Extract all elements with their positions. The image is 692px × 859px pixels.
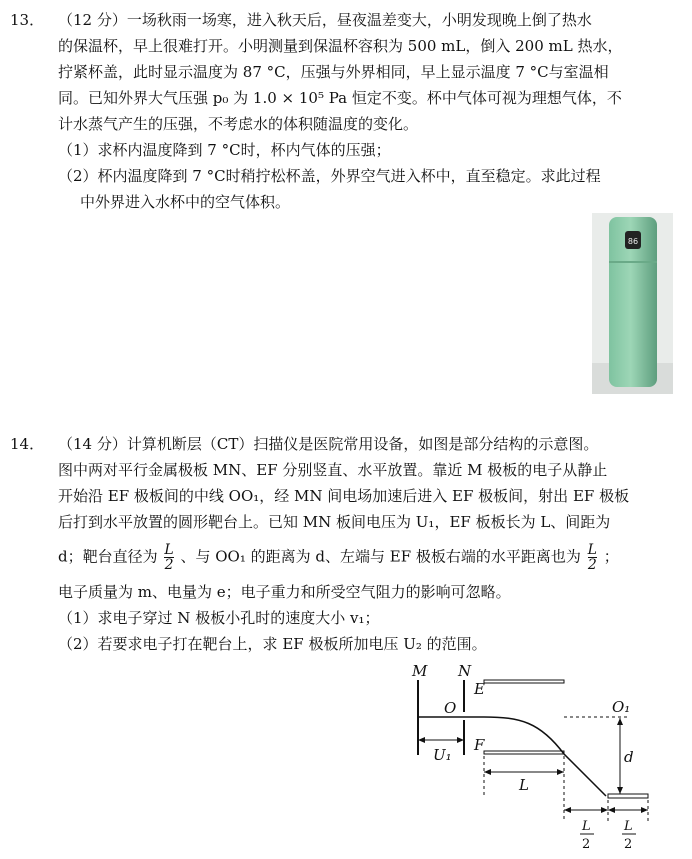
- label-f: F: [474, 736, 485, 754]
- plate-e: [484, 680, 564, 683]
- fraction-denominator: 2: [587, 557, 597, 573]
- thermos-photo: [592, 213, 673, 394]
- fraction-numerator: L: [587, 542, 597, 558]
- beam-trajectory: [484, 717, 606, 796]
- q13-line-4: 同。已知外界大气压强 p₀ 为 1.0 × 10⁵ Pa 恒定不变。杯中气体可视为理想气体，不: [58, 89, 622, 107]
- label-l: L: [519, 776, 529, 794]
- q14-line-3: 开始沿 EF 极板间的中线 OO₁，经 MN 间电场加速后进入 EF 极板间，射出 EF 极板: [58, 487, 630, 505]
- q14-line-5-a: d；靶台直径为: [58, 547, 158, 566]
- q14-line-5-b: 、与 OO₁ 的距离为 d、左端与 EF 极板右端的水平距离也为: [180, 547, 581, 566]
- label-o1: O₁: [612, 698, 631, 716]
- q14-line-5: [58, 543, 619, 572]
- q13-subquestion-2: （2）杯内温度降到 7 °C时稍拧松杯盖，外界空气进入杯中，直至稳定。求此过程: [58, 167, 601, 185]
- q14-subquestion-2: （2）若要求电子打在靶台上，求 EF 极板所加电压 U₂ 的范围。: [58, 635, 487, 653]
- label-u1: U₁: [433, 746, 452, 764]
- target-platform: [608, 794, 648, 798]
- q13-line-1: （12 分）一场秋雨一场寒，进入秋天后，昼夜温差变大，小明发现晚上倒了热水: [58, 11, 592, 29]
- fraction-denominator: 2: [164, 557, 174, 573]
- q14-line-4: 后打到水平放置的圆形靶台上。已知 MN 板间电压为 U₁，EF 板板长为 L、间距为: [58, 513, 611, 531]
- label-half-l-num-1: L: [582, 819, 591, 834]
- q13-line-3: 拧紧杯盖，此时显示温度为 87 °C，压强与外界相同，早上显示温度 7 °C与室温相: [58, 63, 609, 81]
- label-o: O: [444, 699, 457, 717]
- plate-f: [484, 751, 564, 754]
- q14-line-5-c: ；: [603, 547, 619, 566]
- fraction-l-over-2-second: [588, 543, 597, 572]
- q13-line-5: 计水蒸气产生的压强，不考虑水的体积随温度的变化。: [58, 115, 419, 133]
- q14-line-6: 电子质量为 m、电量为 e；电子重力和所受空气阻力的影响可忽略。: [58, 583, 511, 601]
- q14-subquestion-1: （1）求电子穿过 N 极板小孔时的速度大小 v₁；: [58, 609, 380, 627]
- label-n: N: [458, 662, 472, 680]
- q14-line-2: 图中两对平行金属极板 MN、EF 分别竖直、水平放置。靠近 M 极板的电子从静止: [58, 461, 608, 479]
- label-half-l-den-1: 2: [582, 837, 591, 852]
- q13-subquestion-2-cont: 中外界进入水杯中的空气体积。: [80, 193, 291, 211]
- q13-subquestion-1: （1）求杯内温度降到 7 °C时，杯内气体的压强；: [58, 141, 391, 159]
- question-14-number: 14．: [10, 435, 45, 453]
- q13-line-2: 的保温杯，早上很难打开。小明测量到保温杯容积为 500 mL，倒入 200 mL 热水，: [58, 37, 623, 55]
- fraction-l-over-2: [164, 543, 173, 572]
- display-value: 86: [627, 237, 639, 246]
- question-13-number: 13．: [10, 11, 45, 29]
- label-e: E: [474, 680, 485, 698]
- label-m: M: [412, 662, 428, 680]
- label-half-l-num-2: L: [624, 819, 633, 834]
- ct-structure-diagram: [400, 660, 670, 859]
- fraction-numerator: L: [164, 542, 174, 558]
- q14-line-1: （14 分）计算机断层（CT）扫描仪是医院常用设备，如图是部分结构的示意图。: [58, 435, 599, 453]
- label-d: d: [624, 748, 634, 766]
- label-half-l-den-2: 2: [624, 837, 633, 852]
